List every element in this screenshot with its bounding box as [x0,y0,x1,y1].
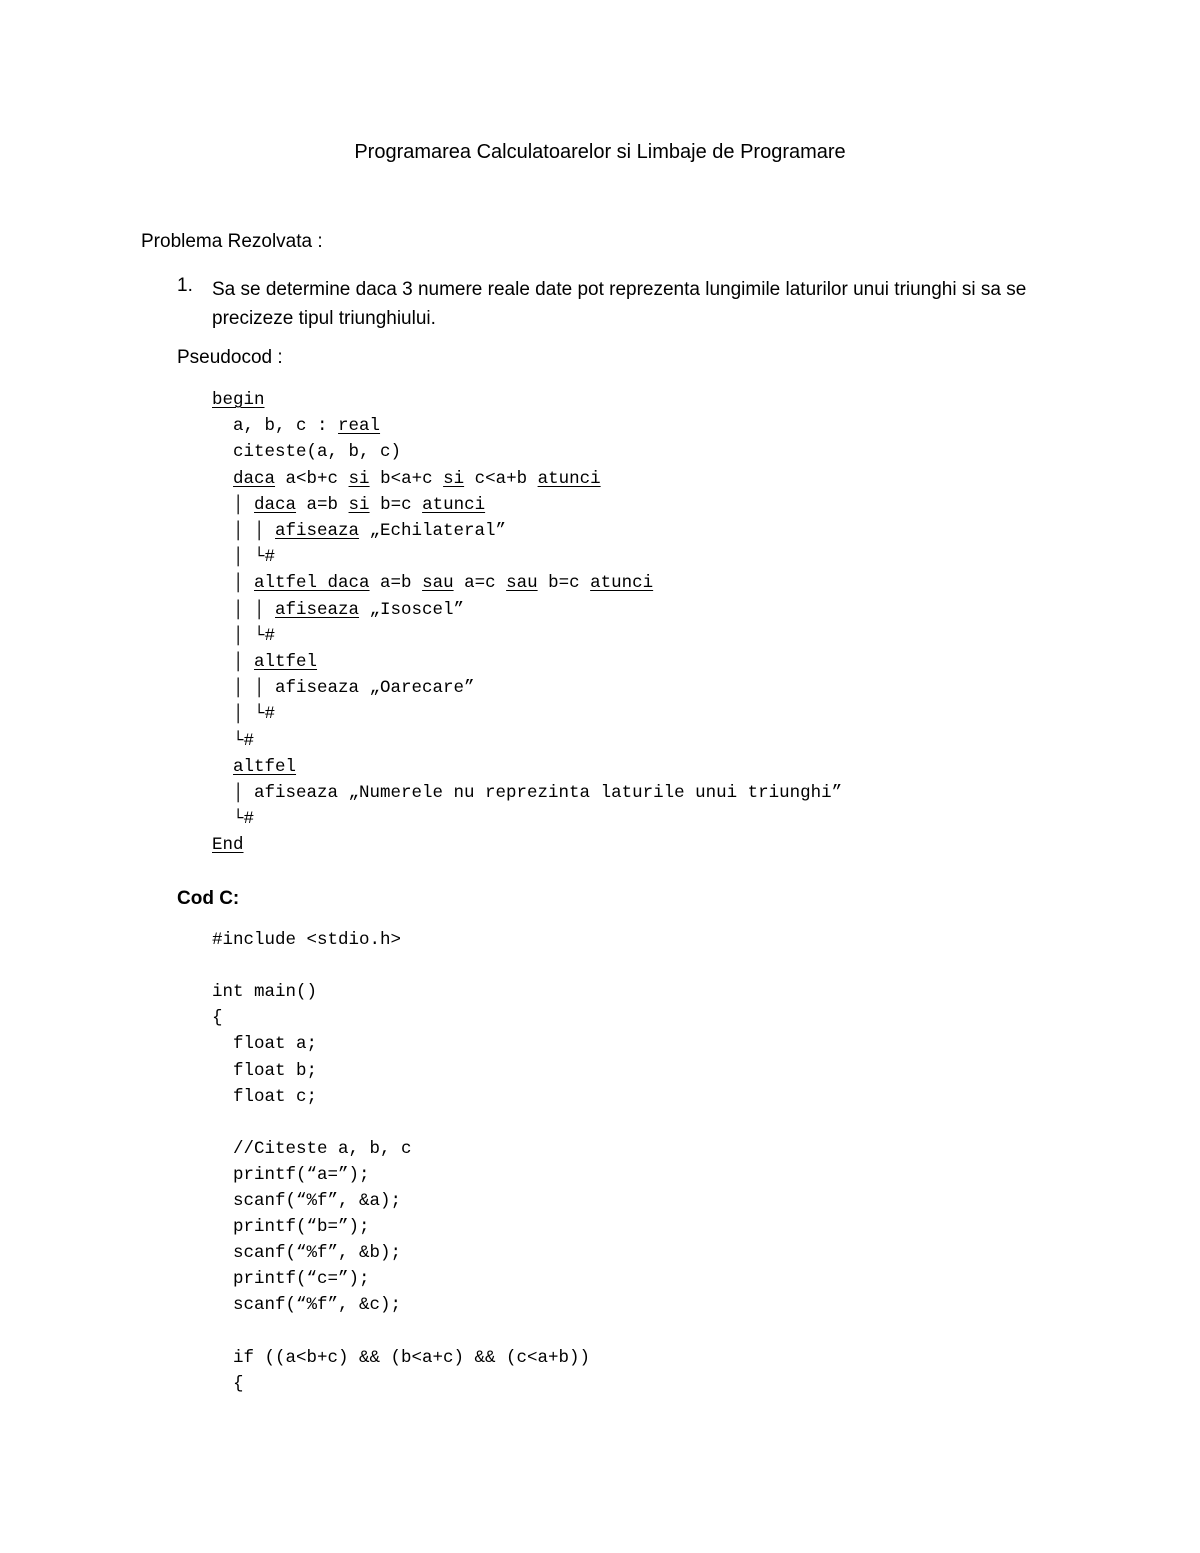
pseudocode-text: b=c [537,573,591,594]
problem-number: 1. [177,275,193,296]
pseudocode-text: │ │ afiseaza „Oarecare” [212,678,475,699]
pseudocode-text: b<a+c [369,468,444,489]
pseudocode-text: │ [212,573,255,594]
pseudocode-keyword: atunci [537,468,601,489]
code-line: scanf(“%f”, &b); [212,1243,402,1264]
code-line: float c; [212,1086,318,1107]
code-line: //Citeste a, b, c [212,1138,412,1159]
pseudocode-line [212,600,464,620]
pseudocode-text: a=b [296,494,349,515]
pseudocode-keyword: afiseaza [275,599,360,620]
pseudocode-text: │ └# [212,625,276,646]
pseudocode-line [212,652,317,672]
pseudocode-keyword: atunci [590,573,654,594]
pseudocode-keyword: si [443,468,465,489]
pseudocode-text: │ │ [212,521,276,541]
pseudocode-keyword: afiseaza [275,521,360,541]
document-title: Programarea Calculatoarelor si Limbaje de Programare [354,141,846,163]
pseudocode-line [212,731,254,751]
pseudocode-text: „Echilateral” [359,521,507,541]
pseudocode-text: c<a+b [464,468,538,489]
code-line: printf(“c=”); [212,1269,370,1290]
pseudocode-text: b=c [369,494,423,515]
pseudocode-text: citeste(a, b, c) [212,442,402,463]
pseudocode-line [212,416,380,436]
pseudocode-line [212,678,475,698]
pseudocode-text: │ └# [212,547,276,568]
pseudocode-text: a=c [453,573,507,594]
pseudocode-line [212,757,296,777]
pseudocode-text: │ │ [212,599,276,620]
pseudocode-text [212,757,233,777]
pseudocode-keyword: daca [233,468,276,489]
pseudocode-line [212,390,265,410]
section-heading: Problema Rezolvata : [141,231,323,252]
pseudocode-line [212,704,275,724]
code-line: float b; [212,1060,318,1081]
pseudocode-text: │ [212,494,255,515]
code-line: printf(“b=”); [212,1217,370,1238]
pseudocode-line [212,521,506,541]
pseudocode-text: a, b, c : [212,416,339,437]
pseudocode-keyword: begin [212,390,265,410]
code-line: float a; [212,1034,318,1055]
code-line: scanf(“%f”, &a); [212,1191,402,1211]
pseudocode-heading: Pseudocod : [177,347,283,368]
pseudocode-line [212,626,275,646]
pseudocode-keyword: altfel daca [254,573,370,594]
pseudocode-text: │ [212,652,255,672]
pseudocode-text: „Isoscel” [359,599,465,620]
pseudocode-text: a=b [369,573,423,594]
code-line: #include <stdio.h> [212,930,402,950]
code-line: int main() [212,982,318,1003]
pseudocode-line [212,442,401,462]
code-line: scanf(“%f”, &c); [212,1295,402,1316]
code-line: if ((a<b+c) && (b<a+c) && (c<a+b)) [212,1347,591,1368]
pseudocode-text: │ └# [212,704,276,725]
pseudocode-line [212,783,842,803]
pseudocode-line [212,809,254,829]
pseudocode-line [212,495,485,515]
pseudocode-keyword: sau [506,573,538,594]
pseudocode-keyword: atunci [422,494,486,515]
code-line: { [212,1373,244,1394]
pseudocode-line [212,573,653,593]
pseudocode-keyword: End [212,835,244,856]
pseudocode-keyword: si [348,468,370,489]
pseudocode-text: │ afiseaza „Numerele nu reprezinta laturile unui triunghi” [212,783,843,803]
problem-text: Sa se determine daca 3 numere reale date pot reprezenta lungimile laturilor unui triunghi si sa se precizeze tipul triunghiului. [212,279,1027,329]
pseudocode-line [212,469,601,489]
pseudocode-line [212,547,275,567]
pseudocode-text: └# [212,809,255,830]
pseudocode-keyword: daca [254,494,297,515]
pseudocode-keyword: real [338,416,381,437]
code-line: { [212,1008,223,1029]
pseudocode-keyword: altfel [233,756,297,777]
code-heading: Cod C: [177,888,240,909]
pseudocode-text: └# [212,730,255,751]
pseudocode-line [212,835,244,855]
code-line: printf(“a=”); [212,1164,370,1185]
pseudocode-keyword: sau [422,573,454,594]
pseudocode-keyword: altfel [254,652,318,672]
pseudocode-text: a<b+c [275,468,349,489]
pseudocode-text [212,469,233,489]
pseudocode-keyword: si [348,494,370,515]
